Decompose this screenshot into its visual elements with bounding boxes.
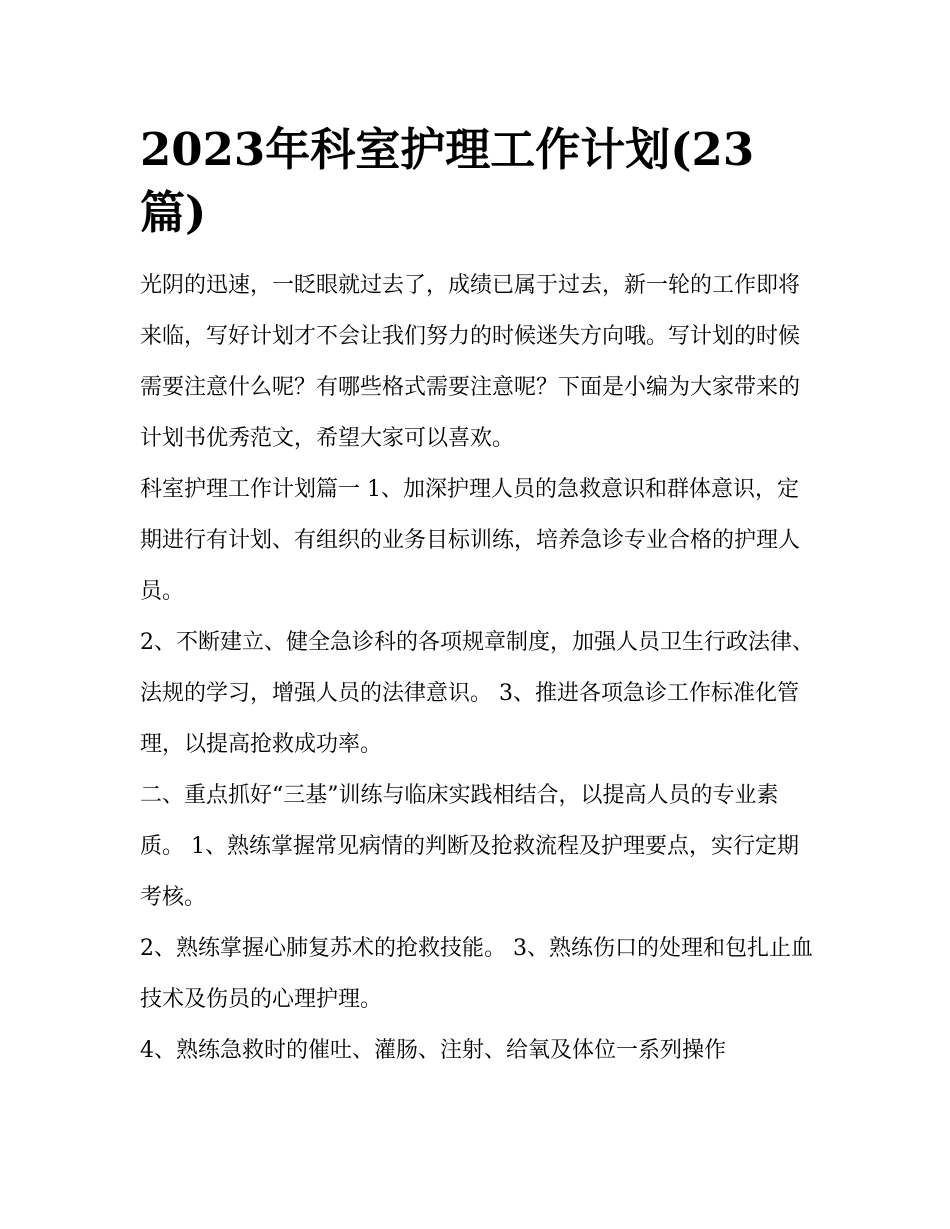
paragraph-three-basics: 二、重点抓好“三基”训练与临床实践相结合，以提高人员的专业素质。 1、熟练掌握常见病情的判断及抢救流程及护理要点，实行定期考核。: [140, 783, 799, 910]
document-content: [140, 118, 816, 1076]
paragraph-plan-one: 科室护理工作计划篇一 1、加深护理人员的急救意识和群体意识，定期进行有计划、有组织的业务目标训练，培养急诊专业合格的护理人员。: [140, 477, 801, 604]
paragraph-emergency-operations: 4、熟练急救时的催吐、灌肠、注射、给氧及体位一系列操作: [140, 1038, 726, 1063]
document-body: [140, 260, 816, 1076]
document-title: 2023年科室护理工作计划(23篇): [140, 123, 755, 239]
paragraph-intro: 光阴的迅速，一眨眼就过去了，成绩已属于过去，新一轮的工作即将来临，写好计划才不会让我们努力的时候迷失方向哦。写计划的时候需要注意什么呢？有哪些格式需要注意呢？下面是小编为大家带来的计划书优秀范文，希望大家可以喜欢。: [140, 273, 801, 451]
paragraph-cpr-skills: 2、熟练掌握心肺复苏术的抢救技能。 3、熟练伤口的处理和包扎止血技术及伤员的心理护理。: [140, 936, 813, 1012]
paragraph-regulations: 2、不断建立、健全急诊科的各项规章制度，加强人员卫生行政法律、法规的学习，增强人员的法律意识。 3、推进各项急诊工作标准化管理，以提高抢救成功率。: [140, 630, 814, 757]
